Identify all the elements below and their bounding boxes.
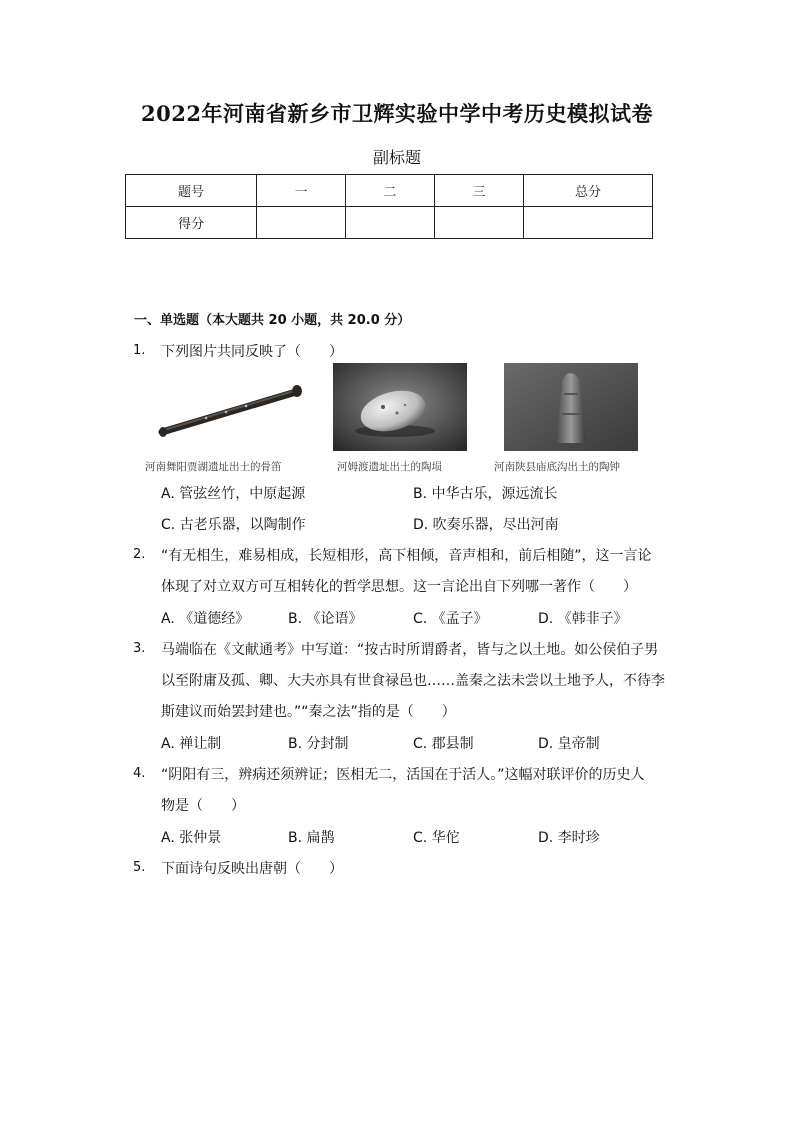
answer-option[interactable]: D. 吹奏乐器，尽出河南 [413, 517, 559, 533]
answer-option[interactable]: A. 张仲景 [161, 830, 222, 846]
pottery-bell-image [504, 363, 638, 451]
score-header-cell: 总分 [524, 175, 653, 207]
score-cell [524, 207, 653, 239]
question-text: 下列图片共同反映了（ ） [161, 344, 343, 360]
answer-option[interactable]: D. 《韩非子》 [538, 611, 628, 627]
question-text: 马端临在《文献通考》中写道：“按古时所谓爵者，皆与之以土地。如公侯伯子男 [161, 642, 659, 658]
score-table-score-row [126, 207, 653, 239]
answer-option[interactable]: A. 管弦丝竹，中原起源 [161, 486, 306, 502]
score-header-cell: 二 [346, 175, 435, 207]
score-row-label: 得分 [126, 207, 257, 239]
answer-option[interactable]: B. 中华古乐，源远流长 [413, 486, 558, 502]
answer-option[interactable]: B. 《论语》 [288, 611, 363, 627]
score-table-header-row [126, 175, 653, 207]
question-number: 2. [133, 547, 146, 562]
figure-caption: 河南陕县庙底沟出土的陶钟 [494, 461, 620, 473]
pottery-xun-image [333, 363, 467, 451]
section-heading: 一、单选题（本大题共 20 小题，共 20.0 分） [134, 313, 411, 328]
question-text: 下面诗句反映出唐朝（ ） [161, 861, 343, 877]
score-cell [257, 207, 346, 239]
answer-option[interactable]: A. 《道德经》 [161, 611, 250, 627]
score-header-cell: 一 [257, 175, 346, 207]
score-header-cell: 三 [435, 175, 524, 207]
score-table [125, 174, 653, 239]
answer-option[interactable]: D. 李时珍 [538, 830, 600, 846]
question-text: “阴阳有三，辨病还须辨证；医相无二，活国在于活人。”这幅对联评价的历史人 [161, 767, 645, 783]
figure-caption: 河姆渡遗址出土的陶埙 [337, 461, 442, 473]
question-number: 5. [133, 860, 146, 875]
answer-option[interactable]: B. 扁鹊 [288, 830, 335, 846]
question-text: 物是（ ） [161, 798, 245, 814]
answer-option[interactable]: C. 华佗 [413, 830, 460, 846]
question-text: 斯建议而始罢封建也。”“秦之法”指的是（ ） [161, 704, 456, 720]
question-text: “有无相生，难易相成，长短相形，高下相倾，音声相和，前后相随”，这一言论 [161, 548, 652, 564]
score-header-cell: 题号 [126, 175, 257, 207]
question-text: 体现了对立双方可互相转化的哲学思想。这一言论出自下列哪一著作（ ） [161, 579, 637, 595]
question-text: 以至附庸及孤、卿、大夫亦具有世食禄邑也……盖秦之法未尝以土地予人，不待李 [161, 673, 665, 689]
score-cell [435, 207, 524, 239]
bone-flute-image [156, 362, 306, 450]
answer-option[interactable]: C. 郡县制 [413, 736, 474, 752]
exam-subtitle: 副标题 [372, 148, 421, 167]
question-number: 1. [133, 343, 146, 358]
answer-option[interactable]: C. 《孟子》 [413, 611, 488, 627]
question-number: 3. [133, 641, 146, 656]
score-cell [346, 207, 435, 239]
answer-option[interactable]: D. 皇帝制 [538, 736, 600, 752]
figure-caption: 河南舞阳贾湖遗址出土的骨笛 [145, 461, 282, 473]
answer-option[interactable]: C. 古老乐器，以陶制作 [161, 517, 306, 533]
question-number: 4. [133, 766, 146, 781]
answer-option[interactable]: A. 禅让制 [161, 736, 222, 752]
exam-title: 2022年河南省新乡市卫辉实验中学中考历史模拟试卷 [141, 101, 653, 126]
answer-option[interactable]: B. 分封制 [288, 736, 349, 752]
